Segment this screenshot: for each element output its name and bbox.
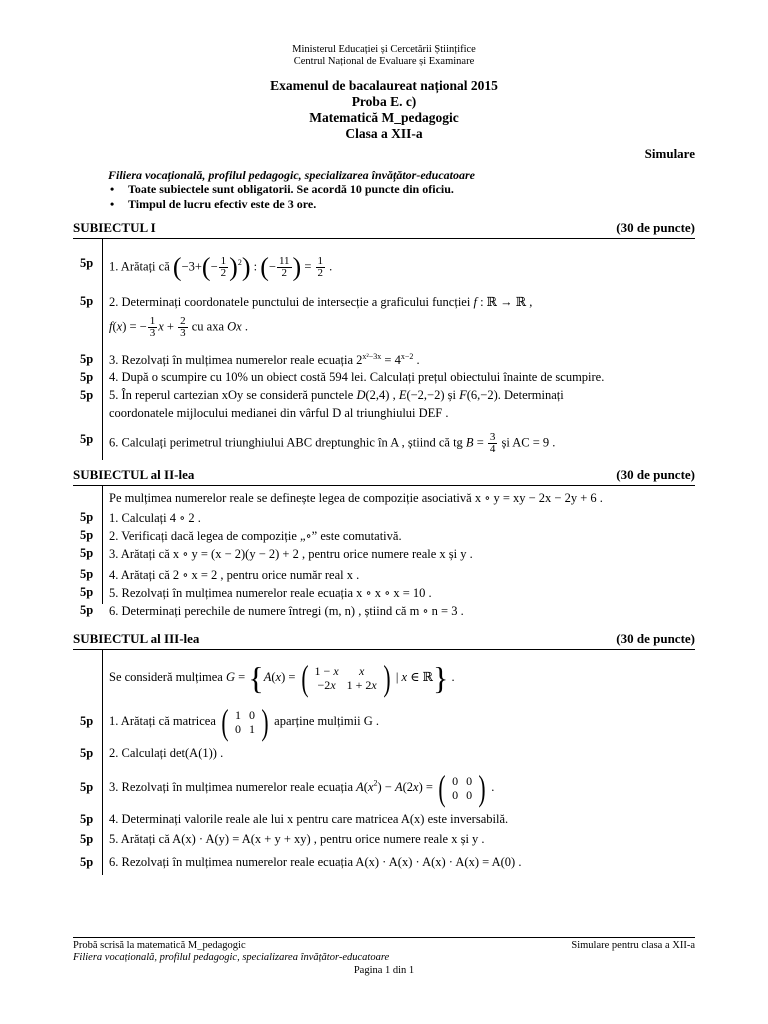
- footer-page: Pagina 1 din 1: [353, 965, 415, 976]
- section-2-header: SUBIECTUL al II-lea (30 de puncte): [73, 467, 695, 482]
- section-3-header: SUBIECTUL al III-lea (30 de puncte): [73, 631, 695, 646]
- section-1-rule: [73, 238, 695, 239]
- exam-title: Examenul de bacalaureat național 2015: [270, 78, 498, 93]
- section-3-rule: [73, 649, 695, 650]
- section-1-header: SUBIECTUL I (30 de puncte): [73, 220, 695, 235]
- center-line: Centrul Național de Evaluare și Examinare: [293, 56, 475, 67]
- bullet-2: • Timpul de lucru efectiv este de 3 ore.: [110, 197, 317, 211]
- proba-title: Proba E. c): [351, 94, 417, 109]
- subject-title: Matematică M_pedagogic: [309, 110, 459, 125]
- exam-page: Ministerul Educației și Cercetării Științifice Centrul Național de Evaluare și Examinare Examenul de bacalaureat național 2015 Proba E. c) Matematică M_pedagogic Clasa a XII-a Simulare Filiera vocațională, profilul pedagogic, specializarea învățător-educatoare • Toate subiectele sunt obligatorii. Se acordă 10 puncte din oficiu. • Timpul de lucru efectiv este de 3 ore. SUBIECTUL I (30 de puncte) 5p 1. Arătați că (−3+(− $\frac{1}{2}$ )$^2$) : (− $\frac{11}{2}$ ) = $\frac{1}{2}$ . 5p 2. Determinați coordonatele punctului de intersecție a graficului funcției f : ℝ → ℝ , f(x) = − $\frac{1}{3}$ x + $\frac{2}{3}$ cu axa Ox . 5p 3. Rezolvați în mulțimea numerelor reale ecuația $2^{x^2-3x} = 4^{x-2}$ . 5p 4. După o scumpire cu 10% un obiect costă 594 lei. Calculați prețul obiectului înainte de scumpire. 5p 5. În reperul cartezian xOy se consideră punctele D(2,4) , E(−2,−2) și F(6,−2). Determinați coordonatele mijlocului medianei din vârful D al triunghiului DEF . 5p 6. Calculați perimetrul triunghiului ABC dreptunghic în A , știind că tg B = $\frac{3}{4}$ și AC = 9 . SUBIECTUL al II-lea (30 de puncte) Pe mulțimea numerelor reale se definește legea de compoziție asociativă x ∘ y = xy − 2x − 2y + 6 . 5p 1. Calculați 4 ∘ 2 . 5p 2. Verificați dacă legea de compoziție „∘” este comutativă. 5p 3. Arătați că x ∘ y = (x − 2)(y − 2) + 2 , pentru orice numere reale x și y . 5p 4. Arătați că 2 ∘ x = 2 , pentru orice număr real x . 5p 5. Rezolvați în mulțimea numerelor reale ecuația x ∘ x ∘ x = 10 . 5p 6. Determinați perechile de numere întregi (m, n) , știind că m ∘ n = 3 . SUBIECTUL al III-lea (30 de puncte) Se consideră mulțimea G = {A(x) = ( 1 − x x −2x 1 + 2x ) | x ∈ ℝ} . 5p 1. Arătați că matricea ( 1 0 0 1 ) aparține mulțimii G . 5p 2. Calculați det(A(1)) . 5p 3. Rezolvați în mulțimea numerelor reale ecuația $A(x^2) - A(2x)$ = ( 0 0 0 0 ) . 5p 4. Determinați valorile reale ale lui x pentru care matricea A(x) este inversabilă. 5p 5. Arătați că A(x) · A(y) = A(x + y + xy) , pentru orice numere reale x și y . 5p 6. Rezolvați în mulțimea numerelor reale ecuația A(x) · A(x) · A(x) · A(x) = A(0) . Probă scrisă la matematică M_pedagogic Simulare pentru clasa a XII-a Filiera vocațională, profilul pedagogic, specializarea învățător-educatoare Pagina 1 din 1: [0, 0, 768, 1024]
- section-2-margin: [102, 486, 103, 604]
- section-1-margin: [102, 239, 103, 460]
- section-2-rule: [73, 485, 695, 486]
- footer-line-1: Probă scrisă la matematică M_pedagogic Simulare pentru clasa a XII-a: [73, 940, 695, 951]
- bullet-1: • Toate subiectele sunt obligatorii. Se acordă 10 puncte din oficiu.: [110, 182, 454, 196]
- footer-rule: [73, 937, 695, 938]
- ministry-line: Ministerul Educației și Cercetării Științifice: [292, 44, 476, 55]
- section-3-margin: [102, 650, 103, 875]
- filiera-line: Filiera vocațională, profilul pedagogic, specializarea învățător-educatoare: [108, 168, 475, 182]
- simulare-label: Simulare: [644, 146, 695, 161]
- footer-line-2: Filiera vocațională, profilul pedagogic, specializarea învățător-educatoare: [73, 952, 390, 963]
- class-title: Clasa a XII-a: [345, 126, 423, 141]
